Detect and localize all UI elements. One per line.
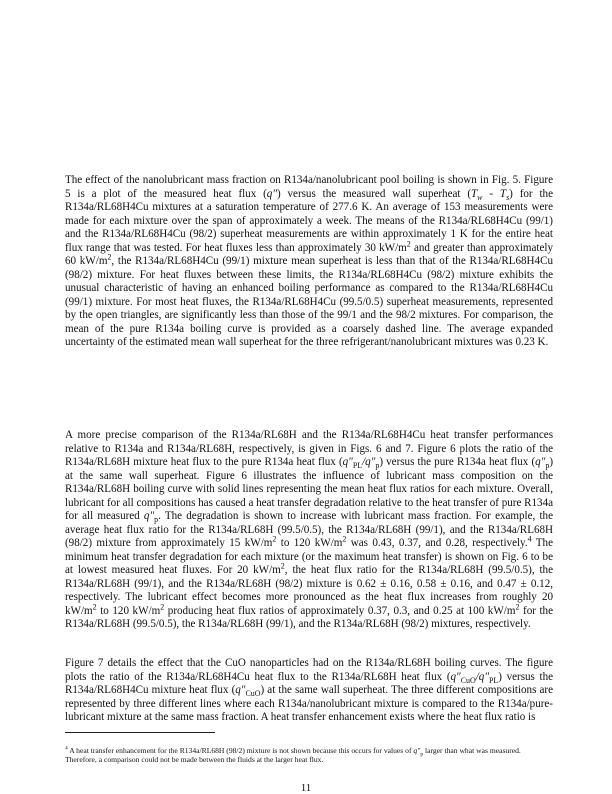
math-q: q" xyxy=(450,670,461,683)
math-q: q" xyxy=(143,510,155,523)
text-run: for the R134a/RL68H (99.5/0.5), the R134a/RL68H (99/1), and the R134a/RL68H (98/2) mixtures, respectively. xyxy=(65,604,553,631)
text-run: Figure 7 details the effect that the CuO nanoparticles had on the R134a/RL68H boiling curves. The figure plots the ratio of the R134a/RL68H4Cu heat flux to the R134a/RL68H heat flux ( xyxy=(65,657,553,683)
text-run: The effect of the nanolubricant mass fraction on R134a/nanolubricant pool boiling is shown in Fig. 5. Figure 5 is a plot of the measured heat flux ( xyxy=(65,174,553,200)
paragraph-fig6-description xyxy=(65,429,553,632)
superscript-2: 2 xyxy=(280,561,285,571)
math-sub-cuo: CuO xyxy=(460,675,476,685)
text-run: , the heat flux ratio for the R134a/RL68H (99.5/0.5), the R134a/RL68H (99/1), and the R134a/RL68H (98/2) mixture is 0.62 ± 0.16, 0.58 ± 0.16, and 0.47 ± 0.12, respectively. The lubricant effect becomes more pronounced as the heat flux increases from roughly 20 kW/m xyxy=(65,564,553,617)
text-run: The minimum heat transfer degradation for each mixture (or the maximum heat transfer) is shown on Fig. 6 to be at lowest measured heat fluxes. For 20 kW/m xyxy=(65,537,553,577)
text-run: A heat transfer enhancement for the R134a/RL68H (98/2) mixture is not shown because this occurs for values of xyxy=(67,745,414,755)
math-sub-p: p xyxy=(375,461,380,471)
text-run: , the R134a/RL68H4Cu (99/1) mixture mean superheat is less than that of the R134a/RL68H4Cu (98/2) mixture. For heat fluxes between these limits, the R134a/RL68H4Cu (98/2) mixture exhibits the unusual characteristic of having an enhanced boiling performance as compared to the R134a/RL68H4Cu (99/1) mixture. For most heat fluxes, the R134a/RL68H4Cu (99.5/0.5) superheat measurements, represented by the open triangles, are significantly less than those of the 99/1 and the 98/2 mixtures. For comparison, the mean of the pure R134a boiling curve is provided as a coarsely dashed line. The average expanded uncertainty of the estimated mean wall superheat for the three refrigerant/nanolubricant mixtures was 0.23 K. xyxy=(65,255,553,349)
math-t: T xyxy=(499,187,507,200)
math-q-ratio: /q" xyxy=(362,456,376,469)
text-run: to 120 kW/m xyxy=(96,604,161,617)
text-run: . The degradation is shown to increase with lubricant mass fraction. For example, the average heat flux ratio for the R134a/RL68H (99.5/0.5), the R134a/RL68H (99/1), and the R134a/RL68H (98/2) mixture from approximately 15 kW/m xyxy=(65,510,553,550)
superscript-2: 2 xyxy=(107,252,112,262)
text-run: ) for the R134a/RL68H4Cu mixtures at a saturation temperature of 277.6 K. An average of 153 measurements were made for each mixture over the span of approximately a week. The means of the R134a/RL68H4Cu (99/1) and the R134a/RL68H4Cu (98/2) superheat measurements are within approximately 1 K for the entire heat flux range that was tested. For heat fluxes less than approximately 30 kW/m xyxy=(65,187,553,254)
text-run: and greater than approximately 60 kW/m xyxy=(65,241,553,268)
math-sub-pl: PL xyxy=(352,461,363,471)
page-number: 11 xyxy=(300,782,312,794)
math-q: q" xyxy=(535,456,546,469)
text-run: was 0.43, 0.37, and 0.28, respectively. xyxy=(346,537,528,550)
footnote-4 xyxy=(65,746,553,765)
math-sub-cuo: CuO xyxy=(245,689,261,699)
text-run: ) versus the pure R134a heat flux ( xyxy=(379,456,536,469)
superscript-2: 2 xyxy=(272,534,277,544)
text-run: larger than what was measured. Therefore, a comparison could not be made between the fluids at the larger heat flux. xyxy=(65,745,521,765)
text-run: to 120 kW/m xyxy=(276,537,343,550)
footnote-ref-4: 4 xyxy=(527,534,532,544)
superscript-2: 2 xyxy=(92,601,97,611)
math-sub-p: p xyxy=(545,461,550,471)
math-sub-w: w xyxy=(477,192,483,202)
math-q: q" xyxy=(413,745,421,755)
superscript-2: 2 xyxy=(160,601,165,611)
text-run: A more precise comparison of the R134a/RL68H and the R134a/RL68H4Cu heat transfer performances relative to R134a and R134a/RL68H, respectively, is given in Figs. 6 and 7. Figure 6 plots the ratio of the R134a/RL68H mixture heat flux to the pure R134a heat flux ( xyxy=(65,429,553,469)
math-sub-s: s xyxy=(506,192,510,202)
text-run: ) versus the measured wall superheat ( xyxy=(276,187,472,200)
paragraph-fig5-description xyxy=(65,174,553,350)
footnote-divider xyxy=(65,732,215,733)
math-q: q" xyxy=(235,684,246,697)
footnote-mark: 4 xyxy=(65,745,68,752)
text-run: ) versus the R134a/RL68H4Cu mixture heat flux ( xyxy=(65,670,554,697)
math-minus: - xyxy=(482,187,500,200)
paragraph-fig7-description xyxy=(65,657,553,725)
math-q: q" xyxy=(266,187,277,200)
text-run: ) at the same wall superheat. Figure 6 illustrates the influence of lubricant mass composition on the R134a/RL68H boiling curve with solid lines representing the mean heat flux ratios for each mixture. Overall, lubricant for all compositions has caused a heat transfer degradation relative to the heat transfer of pure R134a for all measured xyxy=(65,456,554,523)
superscript-2: 2 xyxy=(342,534,347,544)
math-q: q" xyxy=(342,456,353,469)
math-q-ratio: /q" xyxy=(475,670,489,683)
superscript-2: 2 xyxy=(406,238,411,248)
text-run: producing heat flux ratios of approximately 0.37, 0.3, and 0.25 at 100 kW/m xyxy=(164,604,516,617)
math-sub-pl: PL xyxy=(488,675,499,685)
text-run: ) at the same wall superheat. The three different compositions are represented by three different lines where each R134a/nanolubricant mixture is compared to the R134a/pure-lubricant mixture at the same mass fraction. A heat transfer enhancement exists where the heat flux ratio is xyxy=(65,684,553,724)
math-sub-p: p xyxy=(154,515,159,525)
math-sub-p: p xyxy=(420,751,424,758)
math-t: T xyxy=(471,187,478,200)
superscript-2: 2 xyxy=(515,601,520,611)
